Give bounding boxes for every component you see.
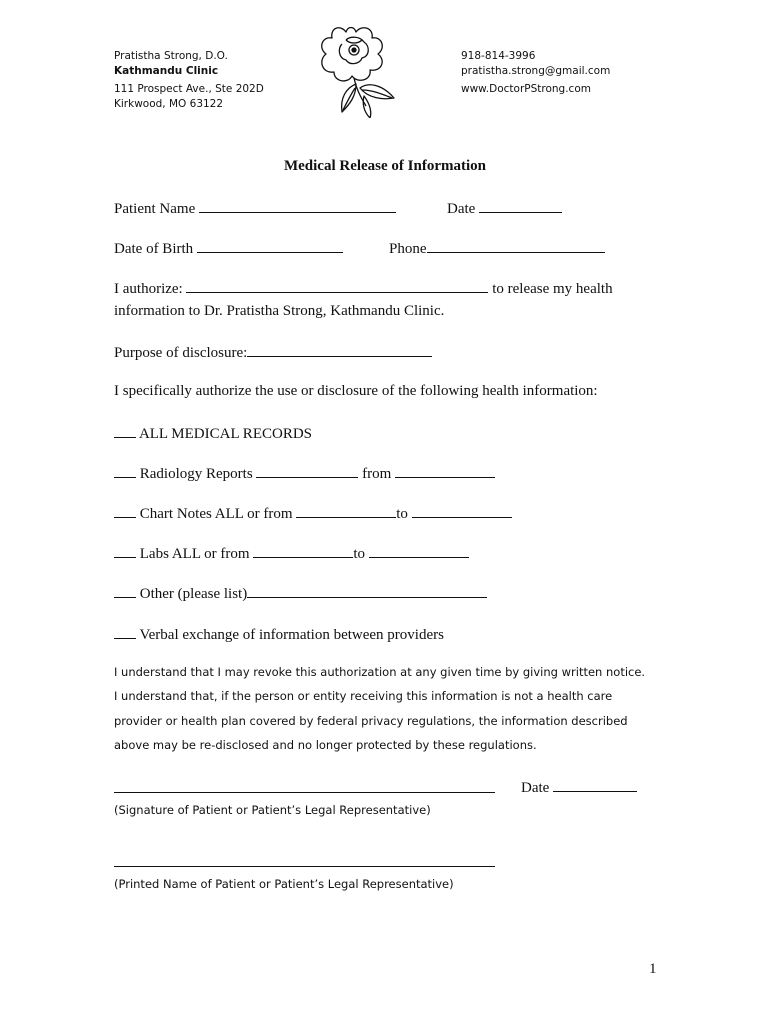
- other-checkbox[interactable]: [114, 583, 136, 598]
- signature-date-label: Date: [521, 780, 550, 796]
- labs-checkbox[interactable]: [114, 543, 136, 558]
- radiology-field[interactable]: [256, 463, 358, 478]
- radiology-checkbox[interactable]: [114, 463, 136, 478]
- flower-icon: [316, 22, 400, 118]
- signature-caption: (Signature of Patient or Patient’s Legal Representative): [114, 803, 431, 817]
- radiology-label: Radiology Reports: [139, 466, 253, 482]
- address-line-1: 111 Prospect Ave., Ste 202D: [114, 83, 264, 95]
- address-line-2: Kirkwood, MO 63122: [114, 98, 224, 110]
- chart-notes-from-field[interactable]: [296, 503, 396, 518]
- page-number: 1: [649, 961, 657, 977]
- verbal-checkbox[interactable]: [114, 624, 136, 639]
- signature-field[interactable]: [114, 792, 495, 793]
- patient-name-field[interactable]: [199, 198, 396, 213]
- all-records-label: ALL MEDICAL RECORDS: [138, 426, 312, 442]
- dob-label: Date of Birth: [114, 241, 194, 257]
- chart-notes-to-field[interactable]: [412, 503, 512, 518]
- dob-field[interactable]: [197, 238, 343, 253]
- form-title: Medical Release of Information: [283, 158, 487, 174]
- disclaimer-line-1: I understand that I may revoke this authorization at any given time by giving written notice.: [114, 665, 646, 679]
- signature-date-field[interactable]: [553, 777, 637, 792]
- printed-name-field[interactable]: [114, 866, 495, 867]
- chart-notes-to-label: to: [396, 506, 408, 522]
- disclaimer-line-4: above may be re-disclosed and no longer protected by these regulations.: [114, 738, 537, 752]
- radiology-from-field[interactable]: [395, 463, 495, 478]
- chart-notes-checkbox[interactable]: [114, 503, 136, 518]
- disclaimer-line-3: provider or health plan covered by federal privacy regulations, the information described: [114, 714, 628, 728]
- clinic-email: pratistha.strong@gmail.com: [461, 65, 611, 77]
- date-field[interactable]: [479, 198, 562, 213]
- clinic-phone: 918-814-3996: [461, 50, 536, 62]
- authorize-line-2: information to Dr. Pratistha Strong, Kathmandu Clinic.: [114, 303, 445, 319]
- labs-to-label: to: [353, 546, 366, 562]
- labs-label: Labs ALL or from: [139, 546, 250, 562]
- other-label: Other (please list): [139, 586, 248, 602]
- phone-label: Phone: [389, 241, 427, 257]
- labs-to-field[interactable]: [369, 543, 469, 558]
- specific-text: I specifically authorize the use or disclosure of the following health information:: [114, 383, 598, 399]
- printed-name-caption: (Printed Name of Patient or Patient’s Legal Representative): [114, 877, 454, 891]
- all-records-checkbox[interactable]: [114, 423, 136, 438]
- other-field[interactable]: [247, 583, 487, 598]
- chart-notes-label: Chart Notes ALL or from: [139, 506, 293, 522]
- purpose-field[interactable]: [247, 342, 432, 357]
- patient-name-label: Patient Name: [114, 201, 196, 217]
- labs-from-field[interactable]: [253, 543, 353, 558]
- authorize-field[interactable]: [186, 278, 488, 293]
- verbal-label: Verbal exchange of information between providers: [139, 627, 444, 643]
- authorize-label: I authorize:: [114, 281, 183, 297]
- purpose-label: Purpose of disclosure:: [114, 345, 248, 361]
- clinic-name: Kathmandu Clinic: [114, 65, 219, 77]
- disclaimer-line-2: I understand that, if the person or entity receiving this information is not a health care: [114, 689, 613, 703]
- doctor-name: Pratistha Strong, D.O.: [114, 50, 228, 62]
- authorize-suffix: to release my health: [492, 281, 613, 297]
- clinic-website: www.DoctorPStrong.com: [461, 83, 591, 95]
- radiology-from-label: from: [362, 466, 392, 482]
- date-label: Date: [447, 201, 476, 217]
- phone-field[interactable]: [427, 238, 605, 253]
